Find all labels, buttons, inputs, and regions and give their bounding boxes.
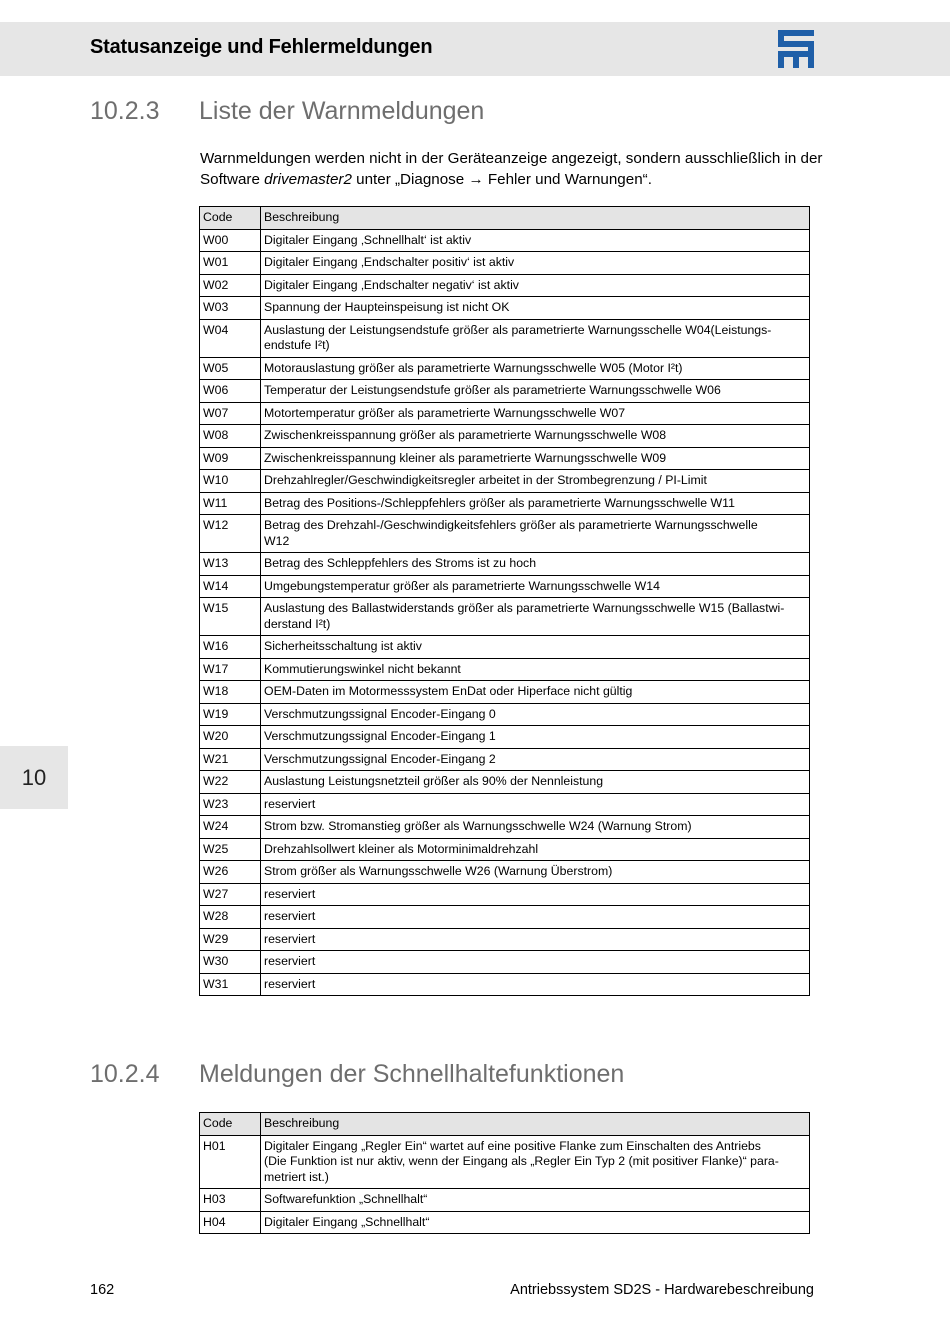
company-logo-icon (778, 30, 814, 68)
description-cell: Digitaler Eingang ‚Schnellhalt‘ ist aktiv (261, 229, 810, 252)
code-cell: W13 (200, 553, 261, 576)
table-row (200, 951, 810, 974)
software-name: drivemaster2 (264, 171, 352, 188)
description-cell: reserviert (261, 928, 810, 951)
table-row (200, 973, 810, 996)
description-cell: Digitaler Eingang ‚Endschalter positiv‘ ist aktiv (261, 252, 810, 275)
header-description: Beschreibung (261, 207, 810, 230)
table-row (200, 274, 810, 297)
code-cell: W15 (200, 598, 261, 636)
table-row (200, 771, 810, 794)
table-row (200, 1211, 810, 1234)
table-row (200, 636, 810, 659)
section-title: Meldungen der Schnellhaltefunktionen (199, 1060, 625, 1088)
table-row (200, 470, 810, 493)
description-cell: Strom bzw. Stromanstieg größer als Warnungsschwelle W24 (Warnung Strom) (261, 816, 810, 839)
description-cell: Auslastung der Leistungsendstufe größer als parametrierte Warnungsschelle W04(Leistungs- endstufe I²t) (261, 319, 810, 357)
code-cell: W20 (200, 726, 261, 749)
code-cell: W03 (200, 297, 261, 320)
page-number: 162 (90, 1282, 115, 1298)
table-row (200, 658, 810, 681)
code-cell: W07 (200, 402, 261, 425)
description-cell: Umgebungstemperatur größer als parametrierte Warnungsschwelle W14 (261, 575, 810, 598)
table-row (200, 319, 810, 357)
table-row (200, 553, 810, 576)
table-row (200, 598, 810, 636)
description-cell: Drehzahlsollwert kleiner als Motorminimaldrehzahl (261, 838, 810, 861)
section-number: 10.2.4 (90, 1060, 160, 1088)
code-cell: W26 (200, 861, 261, 884)
table-row (200, 748, 810, 771)
warning-table (199, 206, 810, 996)
code-cell: H03 (200, 1189, 261, 1212)
header-code: Code (200, 207, 261, 230)
code-cell: W10 (200, 470, 261, 493)
description-cell: Sicherheitsschaltung ist aktiv (261, 636, 810, 659)
code-cell: W11 (200, 492, 261, 515)
description-cell: Motorauslastung größer als parametrierte Warnungsschwelle W05 (Motor I²t) (261, 357, 810, 380)
description-cell: Verschmutzungssignal Encoder-Eingang 1 (261, 726, 810, 749)
description-cell: reserviert (261, 906, 810, 929)
header-code: Code (200, 1113, 261, 1136)
description-cell: Verschmutzungssignal Encoder-Eingang 0 (261, 703, 810, 726)
description-cell: Kommutierungswinkel nicht bekannt (261, 658, 810, 681)
code-cell: W29 (200, 928, 261, 951)
code-cell: W02 (200, 274, 261, 297)
description-cell: Zwischenkreisspannung kleiner als parametrierte Warnungsschwelle W09 (261, 447, 810, 470)
table-row (200, 726, 810, 749)
table-row (200, 425, 810, 448)
code-cell: W31 (200, 973, 261, 996)
description-cell: Temperatur der Leistungsendstufe größer als parametrierte Warnungsschwelle W06 (261, 380, 810, 403)
description-cell: Auslastung Leistungsnetzteil größer als 90% der Nennleistung (261, 771, 810, 794)
table-row (200, 492, 810, 515)
table-row (200, 793, 810, 816)
table-row (200, 447, 810, 470)
table-row (200, 515, 810, 553)
table-row (200, 380, 810, 403)
code-cell: W22 (200, 771, 261, 794)
description-cell: reserviert (261, 973, 810, 996)
intro-text-2: unter „Diagnose (351, 171, 469, 188)
section-title: Liste der Warnmeldungen (199, 97, 485, 125)
table-row (200, 575, 810, 598)
description-cell: Strom größer als Warnungsschwelle W26 (Warnung Überstrom) (261, 861, 810, 884)
code-cell: H01 (200, 1135, 261, 1189)
description-cell: Digitaler Eingang „Regler Ein“ wartet auf eine positive Flanke zum Einschalten des Antriebs (Die Funktion ist nur aktiv, wenn der Eingang als „Regler Ein Typ 2 (mit positiver Flanke)“ para- metriert ist.) (261, 1135, 810, 1189)
code-cell: W30 (200, 951, 261, 974)
table-row (200, 703, 810, 726)
description-cell: reserviert (261, 951, 810, 974)
code-cell: W25 (200, 838, 261, 861)
document-title: Antriebssystem SD2S - Hardwarebeschreibung (510, 1282, 814, 1298)
description-cell: Betrag des Drehzahl-/Geschwindigkeitsfehlers größer als parametrierte Warnungsschwelle W12 (261, 515, 810, 553)
table-row (200, 906, 810, 929)
code-cell: W21 (200, 748, 261, 771)
table-row (200, 229, 810, 252)
quickstop-table (199, 1112, 810, 1234)
description-cell: Auslastung des Ballastwiderstands größer als parametrierte Warnungsschwelle W15 (Ballastwi- derstand I²t) (261, 598, 810, 636)
code-cell: W23 (200, 793, 261, 816)
code-cell: W14 (200, 575, 261, 598)
table-row (200, 883, 810, 906)
code-cell: W09 (200, 447, 261, 470)
table-row (200, 402, 810, 425)
header-title: Statusanzeige und Fehlermeldungen (90, 36, 433, 58)
code-cell: W06 (200, 380, 261, 403)
description-cell: Drehzahlregler/Geschwindigkeitsregler arbeitet in der Strombegrenzung / PI-Limit (261, 470, 810, 493)
chapter-tab: 10 (0, 746, 68, 809)
table-header-row (200, 1113, 810, 1136)
code-cell: W16 (200, 636, 261, 659)
intro-text-3: Fehler und Warnungen“. (483, 171, 652, 188)
header-description: Beschreibung (261, 1113, 810, 1136)
description-cell: Softwarefunktion „Schnellhalt“ (261, 1189, 810, 1212)
code-cell: W27 (200, 883, 261, 906)
code-cell: H04 (200, 1211, 261, 1234)
description-cell: Spannung der Haupteinspeisung ist nicht OK (261, 297, 810, 320)
arrow-right-icon: → (468, 171, 484, 188)
description-cell: Betrag des Schleppfehlers des Stroms ist zu hoch (261, 553, 810, 576)
table-row (200, 297, 810, 320)
code-cell: W01 (200, 252, 261, 275)
intro-paragraph (200, 148, 830, 190)
table-row (200, 928, 810, 951)
code-cell: W04 (200, 319, 261, 357)
description-cell: reserviert (261, 793, 810, 816)
description-cell: Verschmutzungssignal Encoder-Eingang 2 (261, 748, 810, 771)
description-cell: Motortemperatur größer als parametrierte Warnungsschwelle W07 (261, 402, 810, 425)
table-row (200, 252, 810, 275)
code-cell: W08 (200, 425, 261, 448)
table-row (200, 1189, 810, 1212)
table-row (200, 838, 810, 861)
description-cell: OEM-Daten im Motormesssystem EnDat oder Hiperface nicht gültig (261, 681, 810, 704)
code-cell: W12 (200, 515, 261, 553)
description-cell: reserviert (261, 883, 810, 906)
description-cell: Digitaler Eingang ‚Endschalter negativ‘ ist aktiv (261, 274, 810, 297)
description-cell: Zwischenkreisspannung größer als parametrierte Warnungsschwelle W08 (261, 425, 810, 448)
code-cell: W00 (200, 229, 261, 252)
table-row (200, 816, 810, 839)
code-cell: W19 (200, 703, 261, 726)
code-cell: W24 (200, 816, 261, 839)
code-cell: W28 (200, 906, 261, 929)
intro-text-1: Warnmeldungen werden nicht in der Geräteanzeige angezeigt, sondern ausschließlich in der Software (200, 150, 823, 188)
code-cell: W18 (200, 681, 261, 704)
table-row (200, 861, 810, 884)
description-cell: Digitaler Eingang „Schnellhalt“ (261, 1211, 810, 1234)
table-row (200, 357, 810, 380)
table-row (200, 1135, 810, 1189)
code-cell: W17 (200, 658, 261, 681)
table-row (200, 681, 810, 704)
table-header-row (200, 207, 810, 230)
description-cell: Betrag des Positions-/Schleppfehlers größer als parametrierte Warnungsschwelle W11 (261, 492, 810, 515)
section-number: 10.2.3 (90, 97, 160, 125)
code-cell: W05 (200, 357, 261, 380)
